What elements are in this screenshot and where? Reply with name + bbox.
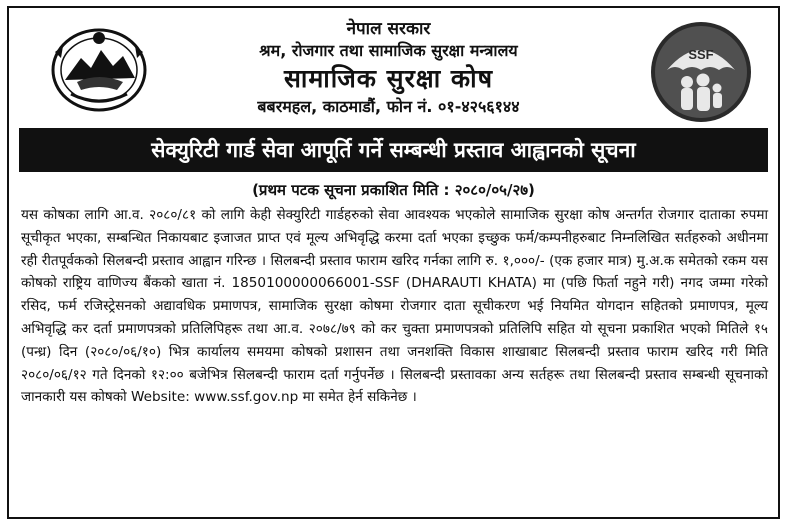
notice-frame bbox=[7, 6, 780, 519]
publication-date: (प्रथम पटक सूचना प्रकाशित मिति : २०८०/०५/२७) bbox=[252, 181, 535, 199]
organization-address: बबरमहल, काठमाडौं, फोन नं. ०१-४२५६१४४ bbox=[257, 97, 520, 116]
notice-body-paragraph: यस कोषका लागि आ.व. २०८०/८१ को लागि केही सेक्युरिटी गार्डहरुको सेवा आवश्यक भएकोले सामाजिक सुरक्षा कोष अन्तर्गत रोजगार दाताका रुपमा सूचीकृत भएका, सम्बन्धित निकायबाट इजाजत प्राप्त एवं मूल्य अभिवृद्धि करमा दर्ता भएका इच्छुक फर्म/कम्पनीहरुबाट निम्नलिखित सर्तहरुको अधीनमा रही रीतपूर्वकको सिलबन्दी प्रस्ताव आह्वान गरिन्छ । सिलबन्दी प्रस्ताव फाराम खरिद गर्नका लागि रु. १,०००/- (एक हजार मात्र) मु.अ.क समेतको रकम यस कोषको राष्ट्रिय वाणिज्य बैंकको खाता नं. 1850100000066001-SSF (DHARAUTI KHATA) मा (पछि फिर्ता नहुने गरी) नगद जम्मा गरेको रसिद, फर्म रजिस्ट्रेसनको अद्यावधिक प्रमाणपत्र, सामाजिक सुरक्षा कोषमा रोजगार दाता सूचीकरण भई नियमित योगदान सहितको प्रमाणपत्र, मूल्य अभिवृद्धि कर दर्ता प्रमाणपत्रको प्रतिलिपिहरू तथा आ.व. २०७८/७९ को कर चुक्ता प्रमाणपत्रको प्रतिलिपि सहित यो सूचना प्रकाशित भएको मितिले १५ (पन्ध्र) दिन (२०८०/०६/१०) भित्र कार्यालय समयमा कोषको प्रशासन तथा जनशक्ति विकास शाखाबाट सिलबन्दी प्रस्ताव फाराम खरिद गरी मिति २०८०/०६/१२ गते दिनको १२:०० बजेभित्र सिलबन्दी फाराम दर्ता गर्नुपर्नेछ । सिलबन्दी प्रस्तावका अन्य सर्तहरू तथा सिलबन्दी प्रस्ताव सम्बन्धी सूचनाको जानकारी यस कोषको Website: www.ssf.gov.np मा समेत हेर्न सकिनेछ । bbox=[21, 207, 768, 406]
notice-header bbox=[159, 18, 618, 118]
notice-title: सेक्युरिटी गार्ड सेवा आपूर्ति गर्ने सम्बन्धी प्रस्ताव आह्वानको सूचना bbox=[19, 128, 768, 172]
organization-name: सामाजिक सुरक्षा कोष bbox=[283, 64, 494, 93]
nepal-government-emblem-icon bbox=[47, 24, 151, 114]
ministry-name: श्रम, रोजगार तथा सामाजिक सुरक्षा मन्त्रालय bbox=[259, 41, 518, 60]
ssf-logo-text: SSF bbox=[688, 47, 714, 62]
notice-body bbox=[21, 204, 768, 409]
government-name: नेपाल सरकार bbox=[346, 19, 431, 39]
ssf-umbrella-family-icon bbox=[649, 20, 753, 124]
